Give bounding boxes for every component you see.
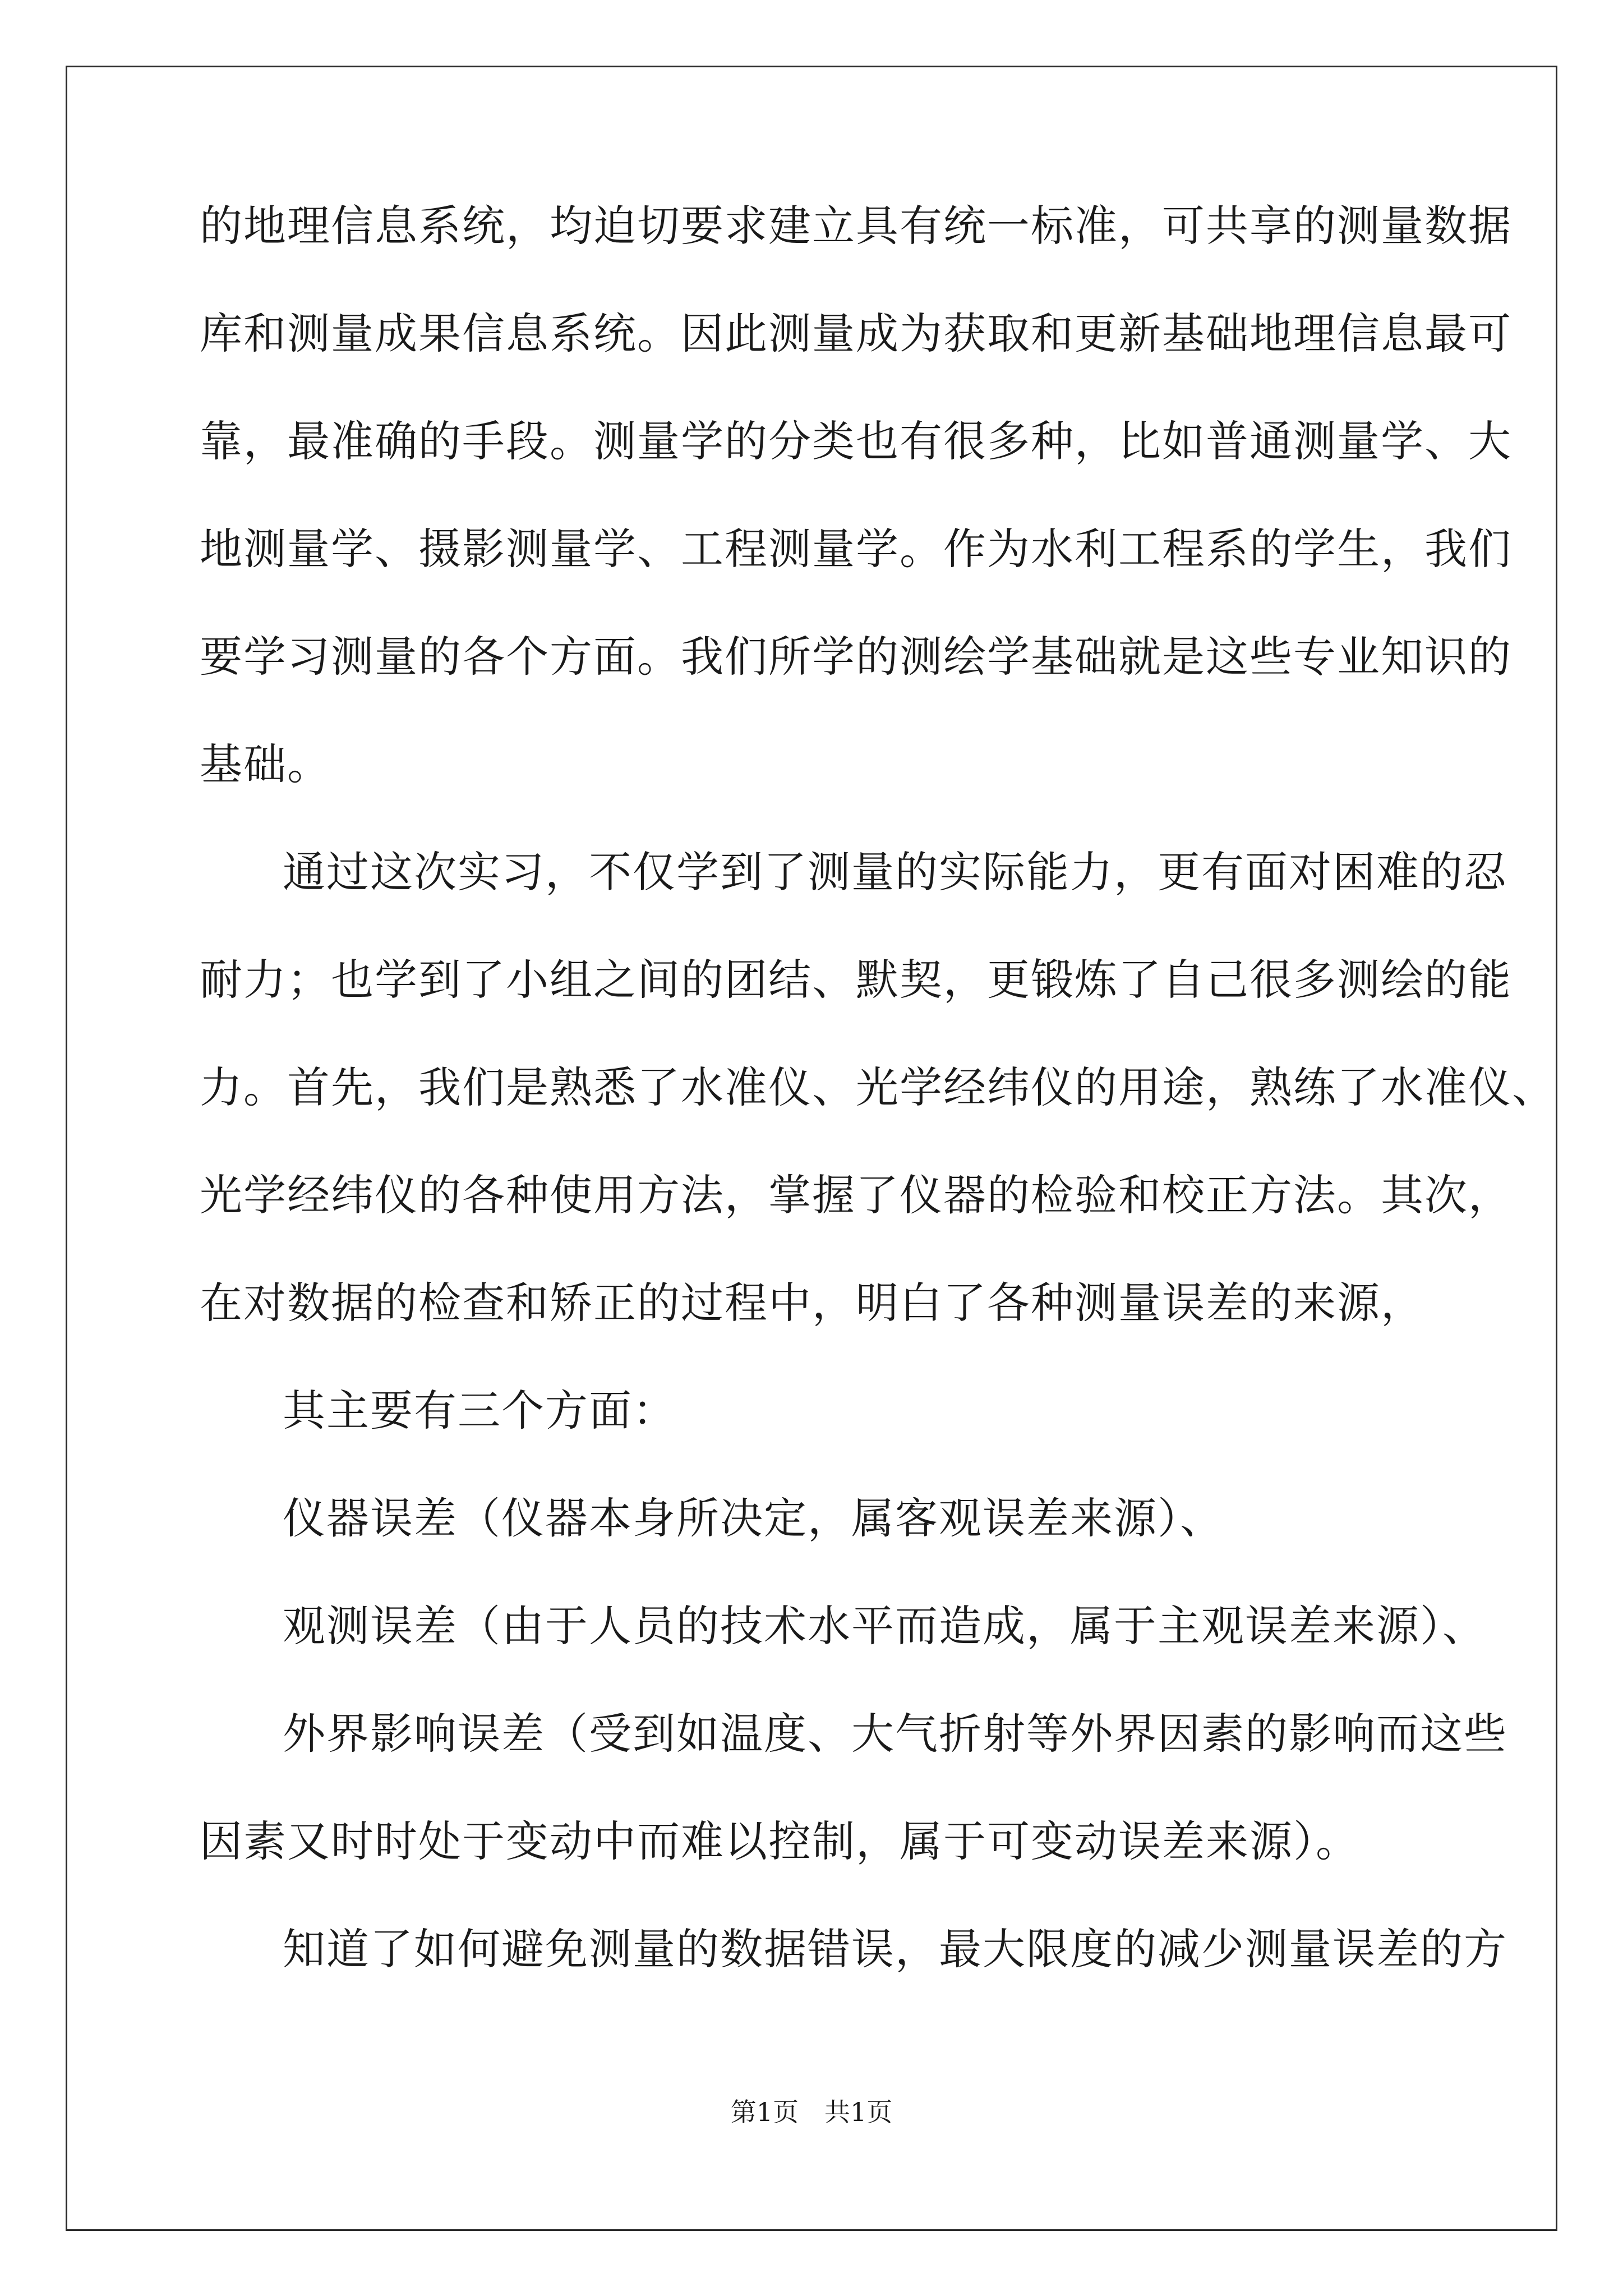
text-line: 的地理信息系统，均迫切要求建立具有统一标准，可共享的测量数据	[200, 201, 1512, 251]
text-line: 要学习测量的各个方面。我们所学的测绘学基础就是这些专业知识的	[200, 632, 1512, 682]
text-line: 耐力；也学到了小组之间的团结、默契，更锻炼了自己很多测绘的能	[200, 955, 1512, 1005]
text-line: 仪器误差（仪器本身所决定，属客观误差来源）、	[283, 1493, 1224, 1543]
text-line: 力。首先，我们是熟悉了水准仪、光学经纬仪的用途，熟练了水准仪、	[200, 1062, 1556, 1112]
text-line: 观测误差（由于人员的技术水平而造成，属于主观误差来源）、	[283, 1601, 1486, 1651]
text-line: 基础。	[200, 739, 331, 789]
text-line: 库和测量成果信息系统。因此测量成为获取和更新基础地理信息最可	[200, 309, 1512, 358]
text-line: 知道了如何避免测量的数据错误，最大限度的减少测量误差的方	[283, 1924, 1507, 1974]
document-body	[200, 201, 1556, 2036]
text-line: 靠，最准确的手段。测量学的分类也有很多种，比如普通测量学、大	[200, 416, 1512, 466]
text-line: 外界影响误差（受到如温度、大气折射等外界因素的影响而这些	[283, 1709, 1507, 1759]
text-line: 在对数据的检查和矫正的过程中，明白了各种测量误差的来源，	[200, 1278, 1424, 1328]
text-line: 因素又时时处于变动中而难以控制，属于可变动误差来源）。	[200, 1816, 1359, 1866]
page-footer: 第1页 共1页	[730, 2097, 893, 2127]
text-line: 其主要有三个方面：	[283, 1386, 676, 1435]
text-line: 光学经纬仪的各种使用方法，掌握了仪器的检验和校正方法。其次，	[200, 1170, 1512, 1220]
text-line: 通过这次实习，不仅学到了测量的实际能力，更有面对困难的忍	[283, 847, 1507, 897]
text-line: 地测量学、摄影测量学、工程测量学。作为水利工程系的学生，我们	[200, 524, 1512, 574]
